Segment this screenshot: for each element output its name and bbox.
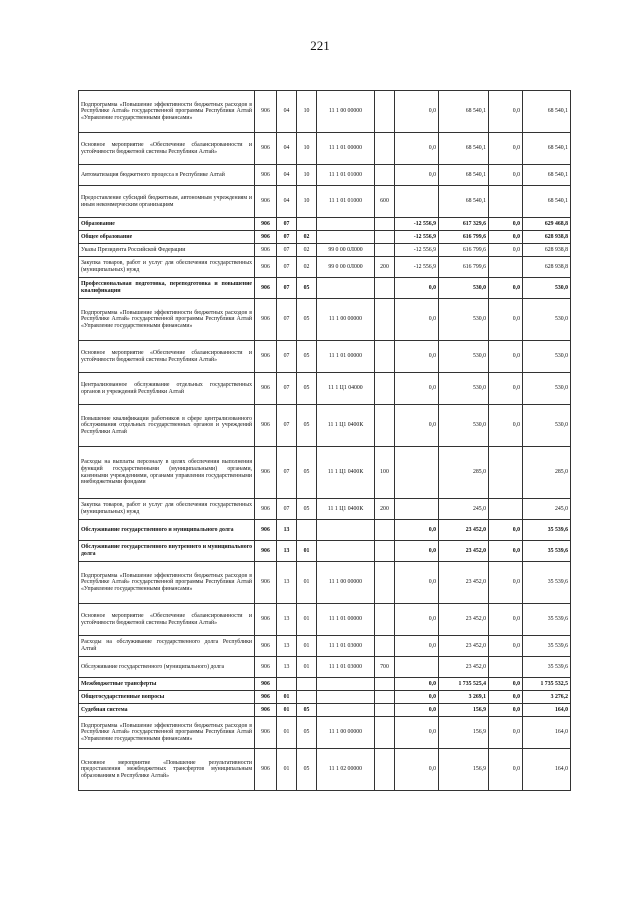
- row-section: 01: [277, 691, 297, 704]
- row-amount-3: [489, 657, 523, 678]
- table-row: [79, 299, 571, 341]
- row-subsection: 01: [297, 604, 317, 636]
- row-amount-2: 156,9: [439, 717, 489, 749]
- row-grbs: 906: [255, 373, 277, 405]
- row-subsection: 05: [297, 373, 317, 405]
- row-amount-2: 3 269,1: [439, 691, 489, 704]
- row-grbs: 906: [255, 447, 277, 499]
- row-subsection: 10: [297, 165, 317, 186]
- row-name: Межбюджетные трансферты: [79, 678, 255, 691]
- table-row: [79, 717, 571, 749]
- row-subsection: 10: [297, 186, 317, 218]
- row-section: 07: [277, 257, 297, 278]
- row-expense-type: 700: [375, 657, 395, 678]
- row-target-article: 11 1 01 03000: [317, 657, 375, 678]
- row-amount-1: 0,0: [395, 541, 439, 562]
- row-amount-4: 68 540,1: [523, 133, 571, 165]
- row-amount-1: 0,0: [395, 299, 439, 341]
- row-amount-4: 35 539,6: [523, 541, 571, 562]
- row-expense-type: [375, 133, 395, 165]
- row-subsection: 05: [297, 405, 317, 447]
- row-amount-3: 0,0: [489, 636, 523, 657]
- row-amount-1: -12 556,9: [395, 244, 439, 257]
- row-target-article: 11 1 02 00000: [317, 749, 375, 791]
- row-amount-1: 0,0: [395, 405, 439, 447]
- row-subsection: 01: [297, 657, 317, 678]
- row-expense-type: [375, 278, 395, 299]
- row-amount-3: [489, 447, 523, 499]
- row-expense-type: [375, 704, 395, 717]
- row-subsection: 05: [297, 447, 317, 499]
- row-name: Подпрограмма «Повышение эффективности бюджетных расходов в Республике Алтай» государственной программы Республики Алтай «Управление государственными финансами»: [79, 91, 255, 133]
- row-amount-1: 0,0: [395, 373, 439, 405]
- row-amount-2: 530,0: [439, 341, 489, 373]
- row-target-article: 11 1 01 01000: [317, 165, 375, 186]
- table-row: [79, 562, 571, 604]
- row-amount-2: 616 799,6: [439, 257, 489, 278]
- row-name: Повышение квалификации работников в сфере централизованного обслуживания отдельных государственных органов и учреждений Республики Алтай: [79, 405, 255, 447]
- row-amount-4: 530,0: [523, 405, 571, 447]
- row-expense-type: [375, 299, 395, 341]
- row-section: 13: [277, 657, 297, 678]
- table-row: [79, 165, 571, 186]
- row-subsection: [297, 218, 317, 231]
- table-row: [79, 257, 571, 278]
- row-name: Образование: [79, 218, 255, 231]
- row-grbs: 906: [255, 749, 277, 791]
- row-amount-4: 164,0: [523, 717, 571, 749]
- row-section: 07: [277, 341, 297, 373]
- row-amount-3: 0,0: [489, 373, 523, 405]
- row-expense-type: [375, 541, 395, 562]
- row-grbs: 906: [255, 231, 277, 244]
- row-target-article: 11 1 01 00000: [317, 604, 375, 636]
- row-amount-4: 35 539,6: [523, 520, 571, 541]
- table-row: [79, 678, 571, 691]
- row-grbs: 906: [255, 165, 277, 186]
- row-target-article: 99 0 00 0Л000: [317, 257, 375, 278]
- row-subsection: 05: [297, 278, 317, 299]
- row-target-article: 11 1 Ц1 0400К: [317, 447, 375, 499]
- row-amount-2: 617 329,6: [439, 218, 489, 231]
- row-amount-2: 616 799,6: [439, 244, 489, 257]
- row-amount-1: 0,0: [395, 691, 439, 704]
- row-target-article: 11 1 00 00000: [317, 299, 375, 341]
- row-name: Обслуживание государственного и муниципального долга: [79, 520, 255, 541]
- row-target-article: 11 1 00 00000: [317, 562, 375, 604]
- budget-table: [78, 90, 571, 791]
- row-subsection: 05: [297, 704, 317, 717]
- row-section: 07: [277, 218, 297, 231]
- row-target-article: [317, 541, 375, 562]
- row-name: Судебная система: [79, 704, 255, 717]
- row-expense-type: 100: [375, 447, 395, 499]
- row-subsection: 01: [297, 541, 317, 562]
- row-subsection: [297, 678, 317, 691]
- table-row: [79, 499, 571, 520]
- row-amount-3: 0,0: [489, 678, 523, 691]
- row-subsection: [297, 520, 317, 541]
- row-amount-4: 164,0: [523, 749, 571, 791]
- row-grbs: 906: [255, 678, 277, 691]
- row-section: 07: [277, 231, 297, 244]
- row-section: 04: [277, 133, 297, 165]
- row-amount-3: 0,0: [489, 218, 523, 231]
- row-amount-3: 0,0: [489, 299, 523, 341]
- row-subsection: 05: [297, 341, 317, 373]
- row-expense-type: [375, 218, 395, 231]
- row-grbs: 906: [255, 405, 277, 447]
- table-row: [79, 520, 571, 541]
- row-amount-3: 0,0: [489, 133, 523, 165]
- row-name: Основное мероприятие «Обеспечение сбалансированности и устойчивости бюджетной системы Республики Алтай»: [79, 133, 255, 165]
- row-expense-type: 600: [375, 186, 395, 218]
- row-amount-4: 530,0: [523, 299, 571, 341]
- row-amount-3: 0,0: [489, 278, 523, 299]
- row-target-article: 11 1 Ц1 04000: [317, 373, 375, 405]
- row-name: Закупка товаров, работ и услуг для обеспечения государственных (муниципальных) нужд: [79, 257, 255, 278]
- row-grbs: 906: [255, 218, 277, 231]
- row-amount-1: 0,0: [395, 704, 439, 717]
- row-amount-2: 245,0: [439, 499, 489, 520]
- row-amount-1: [395, 657, 439, 678]
- table-row: [79, 186, 571, 218]
- table-row: [79, 657, 571, 678]
- row-amount-2: 68 540,1: [439, 186, 489, 218]
- row-section: 07: [277, 278, 297, 299]
- row-amount-4: 164,0: [523, 704, 571, 717]
- table-row: [79, 278, 571, 299]
- row-section: 13: [277, 520, 297, 541]
- row-amount-2: 530,0: [439, 299, 489, 341]
- row-amount-2: 156,9: [439, 749, 489, 791]
- row-amount-2: 23 452,0: [439, 562, 489, 604]
- row-subsection: 05: [297, 717, 317, 749]
- row-amount-4: 35 539,6: [523, 636, 571, 657]
- row-amount-3: [489, 499, 523, 520]
- row-expense-type: [375, 341, 395, 373]
- row-amount-3: 0,0: [489, 165, 523, 186]
- row-amount-2: 1 735 525,4: [439, 678, 489, 691]
- row-amount-3: [489, 257, 523, 278]
- row-expense-type: [375, 691, 395, 704]
- row-section: 07: [277, 373, 297, 405]
- row-amount-2: 530,0: [439, 373, 489, 405]
- row-section: 13: [277, 562, 297, 604]
- row-amount-4: 35 539,6: [523, 657, 571, 678]
- row-expense-type: [375, 91, 395, 133]
- row-amount-1: [395, 186, 439, 218]
- row-amount-2: 285,0: [439, 447, 489, 499]
- row-grbs: 906: [255, 244, 277, 257]
- row-amount-4: 629 468,8: [523, 218, 571, 231]
- row-amount-1: -12 556,9: [395, 218, 439, 231]
- row-amount-1: 0,0: [395, 520, 439, 541]
- row-amount-4: 245,0: [523, 499, 571, 520]
- table-row: [79, 604, 571, 636]
- row-amount-4: 628 938,8: [523, 257, 571, 278]
- row-name: Указы Президента Российской Федерации: [79, 244, 255, 257]
- row-amount-2: 616 799,6: [439, 231, 489, 244]
- row-section: 04: [277, 186, 297, 218]
- row-amount-2: 23 452,0: [439, 520, 489, 541]
- row-amount-4: 3 276,2: [523, 691, 571, 704]
- row-amount-2: 23 452,0: [439, 604, 489, 636]
- row-target-article: 11 1 Ц1 0400К: [317, 405, 375, 447]
- row-grbs: 906: [255, 499, 277, 520]
- row-target-article: [317, 678, 375, 691]
- table-row: [79, 133, 571, 165]
- row-grbs: 906: [255, 541, 277, 562]
- row-name: Обслуживание государственного внутреннего и муниципального долга: [79, 541, 255, 562]
- row-grbs: 906: [255, 257, 277, 278]
- row-expense-type: [375, 717, 395, 749]
- row-amount-2: 68 540,1: [439, 91, 489, 133]
- row-section: 07: [277, 299, 297, 341]
- table-row: [79, 447, 571, 499]
- row-amount-3: 0,0: [489, 717, 523, 749]
- row-amount-3: 0,0: [489, 604, 523, 636]
- row-section: 13: [277, 636, 297, 657]
- row-subsection: 10: [297, 91, 317, 133]
- row-amount-4: 628 938,8: [523, 231, 571, 244]
- row-amount-1: 0,0: [395, 749, 439, 791]
- row-subsection: 01: [297, 562, 317, 604]
- row-expense-type: [375, 165, 395, 186]
- row-amount-1: -12 556,9: [395, 257, 439, 278]
- row-amount-1: 0,0: [395, 604, 439, 636]
- row-name: Обслуживание государственного (муниципального) долга: [79, 657, 255, 678]
- row-subsection: [297, 691, 317, 704]
- row-section: 04: [277, 91, 297, 133]
- table-row: [79, 704, 571, 717]
- row-amount-2: 68 540,1: [439, 165, 489, 186]
- row-grbs: 906: [255, 604, 277, 636]
- row-grbs: 906: [255, 341, 277, 373]
- row-name: Общегосударственные вопросы: [79, 691, 255, 704]
- row-amount-3: 0,0: [489, 341, 523, 373]
- table-row: [79, 405, 571, 447]
- row-grbs: 906: [255, 562, 277, 604]
- row-expense-type: [375, 520, 395, 541]
- row-amount-4: 628 938,8: [523, 244, 571, 257]
- row-subsection: 02: [297, 257, 317, 278]
- row-target-article: [317, 520, 375, 541]
- row-section: 07: [277, 499, 297, 520]
- row-section: 01: [277, 749, 297, 791]
- row-expense-type: 200: [375, 257, 395, 278]
- row-name: Подпрограмма «Повышение эффективности бюджетных расходов в Республике Алтай» государственной программы Республики Алтай «Управление государственными финансами»: [79, 562, 255, 604]
- row-grbs: 906: [255, 636, 277, 657]
- row-grbs: 906: [255, 186, 277, 218]
- row-expense-type: [375, 749, 395, 791]
- row-section: 13: [277, 541, 297, 562]
- row-amount-1: 0,0: [395, 133, 439, 165]
- row-amount-1: 0,0: [395, 717, 439, 749]
- row-target-article: 11 1 01 01000: [317, 186, 375, 218]
- row-name: Основное мероприятие «Обеспечение сбалансированности и устойчивости бюджетной системы Республики Алтай»: [79, 341, 255, 373]
- row-name: Основное мероприятие «Повышение результативности предоставления межбюджетных трансфертов муниципальным образованиям в Республике Алтай»: [79, 749, 255, 791]
- row-grbs: 906: [255, 691, 277, 704]
- row-amount-3: 0,0: [489, 91, 523, 133]
- row-section: 04: [277, 165, 297, 186]
- row-amount-4: 68 540,1: [523, 91, 571, 133]
- row-target-article: 11 1 Ц1 0400К: [317, 499, 375, 520]
- row-target-article: 11 1 01 00000: [317, 133, 375, 165]
- page-number: 221: [310, 38, 330, 53]
- row-section: 07: [277, 447, 297, 499]
- table-row: [79, 244, 571, 257]
- row-grbs: 906: [255, 704, 277, 717]
- row-subsection: 01: [297, 636, 317, 657]
- row-amount-3: 0,0: [489, 244, 523, 257]
- row-amount-4: 285,0: [523, 447, 571, 499]
- table-row: [79, 91, 571, 133]
- row-section: [277, 678, 297, 691]
- row-name: Централизованное обслуживание отдельных государственных органов и учреждений Республики Алтай: [79, 373, 255, 405]
- row-amount-2: 68 540,1: [439, 133, 489, 165]
- row-target-article: 11 1 00 00000: [317, 91, 375, 133]
- row-amount-4: 35 539,6: [523, 604, 571, 636]
- table-row: [79, 636, 571, 657]
- row-name: Расходы на обслуживание государственного долга Республики Алтай: [79, 636, 255, 657]
- row-expense-type: 200: [375, 499, 395, 520]
- row-amount-4: 68 540,1: [523, 165, 571, 186]
- row-target-article: [317, 704, 375, 717]
- row-subsection: 02: [297, 244, 317, 257]
- row-name: Основное мероприятие «Обеспечение сбалансированности и устойчивости бюджетной системы Республики Алтай»: [79, 604, 255, 636]
- row-target-article: [317, 231, 375, 244]
- row-subsection: 02: [297, 231, 317, 244]
- row-grbs: 906: [255, 717, 277, 749]
- row-name: Автоматизация бюджетного процесса в Республике Алтай: [79, 165, 255, 186]
- row-name: Подпрограмма «Повышение эффективности бюджетных расходов в Республике Алтай» государственной программы Республики Алтай «Управление государственными финансами»: [79, 717, 255, 749]
- row-amount-2: 23 452,0: [439, 657, 489, 678]
- row-amount-2: 530,0: [439, 278, 489, 299]
- row-amount-3: 0,0: [489, 562, 523, 604]
- row-amount-1: 0,0: [395, 165, 439, 186]
- row-amount-3: 0,0: [489, 520, 523, 541]
- row-amount-1: 0,0: [395, 91, 439, 133]
- row-subsection: 05: [297, 299, 317, 341]
- row-expense-type: [375, 244, 395, 257]
- table-row: [79, 231, 571, 244]
- row-amount-2: 530,0: [439, 405, 489, 447]
- row-expense-type: [375, 636, 395, 657]
- row-amount-1: 0,0: [395, 278, 439, 299]
- row-amount-4: 530,0: [523, 341, 571, 373]
- row-amount-1: 0,0: [395, 636, 439, 657]
- row-amount-3: 0,0: [489, 704, 523, 717]
- row-amount-4: 530,0: [523, 278, 571, 299]
- row-name: Общее образование: [79, 231, 255, 244]
- table-row: [79, 218, 571, 231]
- row-amount-3: 0,0: [489, 405, 523, 447]
- row-amount-1: [395, 499, 439, 520]
- row-section: 01: [277, 704, 297, 717]
- row-expense-type: [375, 373, 395, 405]
- row-target-article: 11 1 00 00000: [317, 717, 375, 749]
- row-amount-3: 0,0: [489, 691, 523, 704]
- row-section: 07: [277, 405, 297, 447]
- row-amount-1: [395, 447, 439, 499]
- row-section: 13: [277, 604, 297, 636]
- row-grbs: 906: [255, 657, 277, 678]
- table-row: [79, 749, 571, 791]
- row-amount-2: 23 452,0: [439, 636, 489, 657]
- row-amount-3: 0,0: [489, 231, 523, 244]
- row-target-article: [317, 278, 375, 299]
- row-target-article: [317, 691, 375, 704]
- row-grbs: 906: [255, 299, 277, 341]
- row-grbs: 906: [255, 278, 277, 299]
- row-amount-3: 0,0: [489, 541, 523, 562]
- row-name: Закупка товаров, работ и услуг для обеспечения государственных (муниципальных) нужд: [79, 499, 255, 520]
- row-amount-4: 1 735 532,5: [523, 678, 571, 691]
- row-amount-4: 35 539,6: [523, 562, 571, 604]
- row-amount-2: 156,9: [439, 704, 489, 717]
- row-expense-type: [375, 405, 395, 447]
- row-expense-type: [375, 562, 395, 604]
- row-name: Предоставление субсидий бюджетным, автономным учреждениям и иным некоммерческим организациям: [79, 186, 255, 218]
- row-amount-4: 530,0: [523, 373, 571, 405]
- row-amount-1: 0,0: [395, 678, 439, 691]
- row-grbs: 906: [255, 91, 277, 133]
- row-section: 07: [277, 244, 297, 257]
- row-name: Профессиональная подготовка, переподготовка и повышение квалификации: [79, 278, 255, 299]
- row-expense-type: [375, 231, 395, 244]
- row-amount-3: [489, 186, 523, 218]
- row-grbs: 906: [255, 520, 277, 541]
- row-amount-1: 0,0: [395, 341, 439, 373]
- row-target-article: 11 1 01 00000: [317, 341, 375, 373]
- row-target-article: 11 1 01 03000: [317, 636, 375, 657]
- table-row: [79, 341, 571, 373]
- table-row: [79, 541, 571, 562]
- row-amount-1: 0,0: [395, 562, 439, 604]
- row-expense-type: [375, 604, 395, 636]
- row-target-article: 99 0 00 0Л000: [317, 244, 375, 257]
- row-grbs: 906: [255, 133, 277, 165]
- row-amount-1: -12 556,9: [395, 231, 439, 244]
- table-row: [79, 373, 571, 405]
- row-subsection: 10: [297, 133, 317, 165]
- row-name: Подпрограмма «Повышение эффективности бюджетных расходов в Республике Алтай» государственной программы Республики Алтай «Управление государственными финансами»: [79, 299, 255, 341]
- row-target-article: [317, 218, 375, 231]
- row-amount-2: 23 452,0: [439, 541, 489, 562]
- row-section: 01: [277, 717, 297, 749]
- row-name: Расходы на выплаты персоналу в целях обеспечения выполнения функций государственными (муниципальными) органами, казенными учреждениями, органами управления государственными внебюджетными фондами: [79, 447, 255, 499]
- row-expense-type: [375, 678, 395, 691]
- row-subsection: 05: [297, 749, 317, 791]
- row-amount-4: 68 540,1: [523, 186, 571, 218]
- table-row: [79, 691, 571, 704]
- row-amount-3: 0,0: [489, 749, 523, 791]
- row-subsection: 05: [297, 499, 317, 520]
